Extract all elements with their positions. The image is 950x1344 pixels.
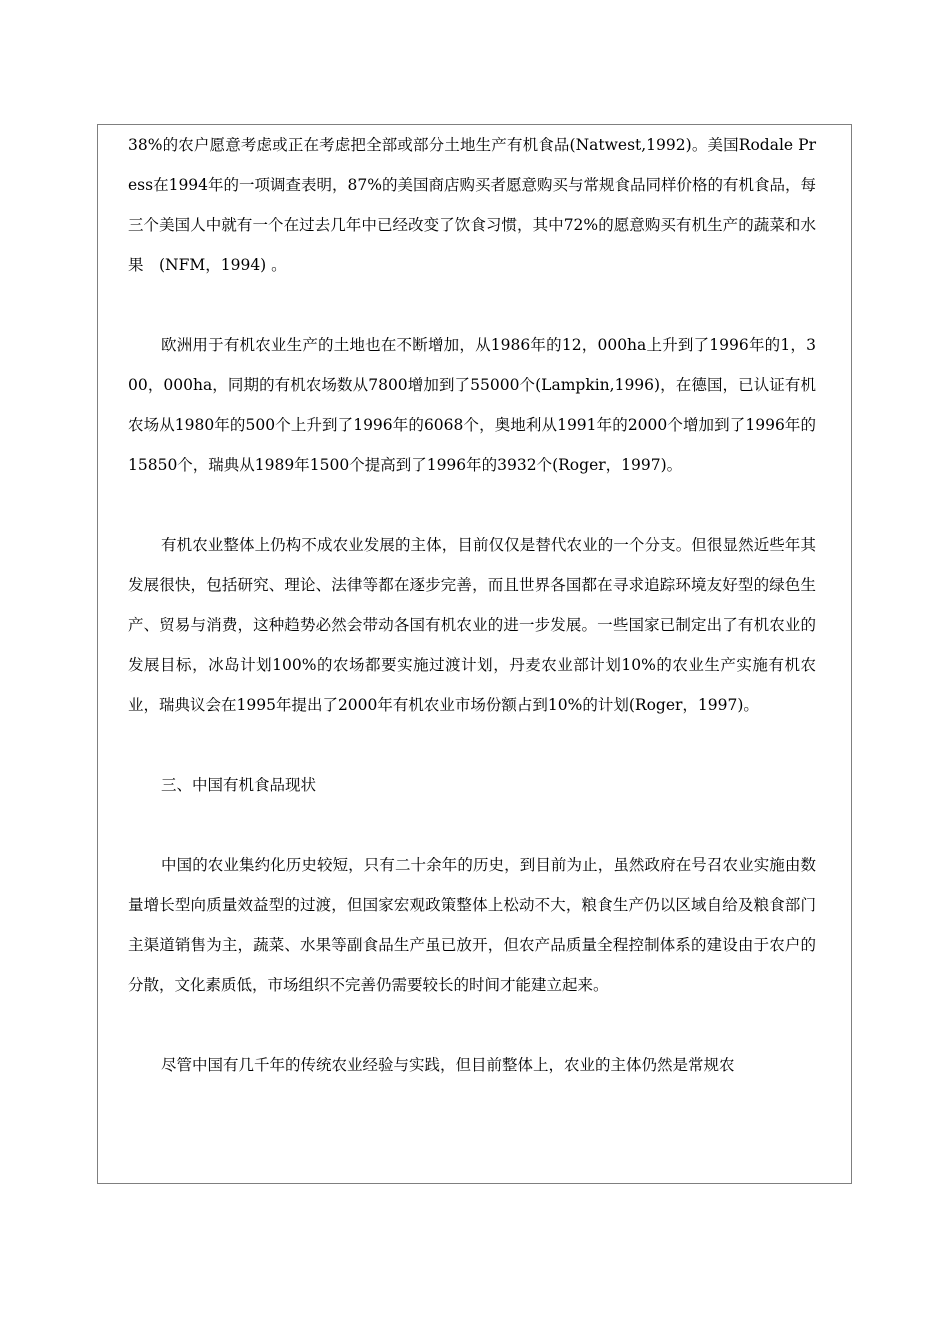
paragraph-organic-development: 有机农业整体上仍构不成农业发展的主体，目前仅仅是替代农业的一个分支。但很显然近些年其发展很快，包括研究、理论、法律等都在逐步完善，而且世界各国都在寻求追踪环境友好型的绿色生产、贸易与消费，这种趋势必然会带动各国有机农业的进一步发展。一些国家已制定出了有机农业的发展目标，冰岛计划100%的农场都要实施过渡计划，丹麦农业部计划10%的农业生产实施有机农业，瑞典议会在1995年提出了2000年有机农业市场份额占到10%的计划(Roger，1997)。 [128, 536, 816, 714]
section-heading-china: 三、中国有机食品现状 [161, 776, 317, 794]
paragraph-gap [128, 725, 816, 765]
paragraph-consumer-survey: 38%的农户愿意考虑或正在考虑把全部或部分土地生产有机食品(Natwest,1992)。美国Rodale Press在1994年的一项调查表明，87%的美国商店购买者愿意购买与常规食品同样价格的有机食品，每三个美国人中就有一个在过去几年中已经改变了饮食习惯，其中72%的愿意购买有机生产的蔬菜和水果 (NFM，1994) 。 [128, 136, 816, 274]
paragraph-gap [128, 285, 816, 325]
paragraph-china-tradition: 尽管中国有几千年的传统农业经验与实践，但目前整体上，农业的主体仍然是常规农 [161, 1056, 735, 1074]
paragraph-gap [128, 1005, 816, 1045]
paragraph-gap [128, 805, 816, 845]
paragraph-gap [128, 485, 816, 525]
document-body [128, 125, 816, 1085]
page-frame [97, 124, 852, 1184]
paragraph-china-intensification: 中国的农业集约化历史较短，只有二十余年的历史，到目前为止，虽然政府在号召农业实施由数量增长型向质量效益型的过渡，但国家宏观政策整体上松动不大，粮食生产仍以区域自给及粮食部门主渠道销售为主，蔬菜、水果等副食品生产虽已放开，但农产品质量全程控制体系的建设由于农户的分散，文化素质低，市场组织不完善仍需要较长的时间才能建立起来。 [128, 856, 816, 994]
paragraph-europe-land: 欧洲用于有机农业生产的土地也在不断增加，从1986年的12，000ha上升到了1996年的1，300，000ha，同期的有机农场数从7800增加到了55000个(Lampkin,1996)，在德国，已认证有机农场从1980年的500个上升到了1996年的6068个，奥地利从1991年的2000个增加到了1996年的15850个，瑞典从1989年1500个提高到了1996年的3932个(Roger，1997)。 [128, 336, 816, 474]
